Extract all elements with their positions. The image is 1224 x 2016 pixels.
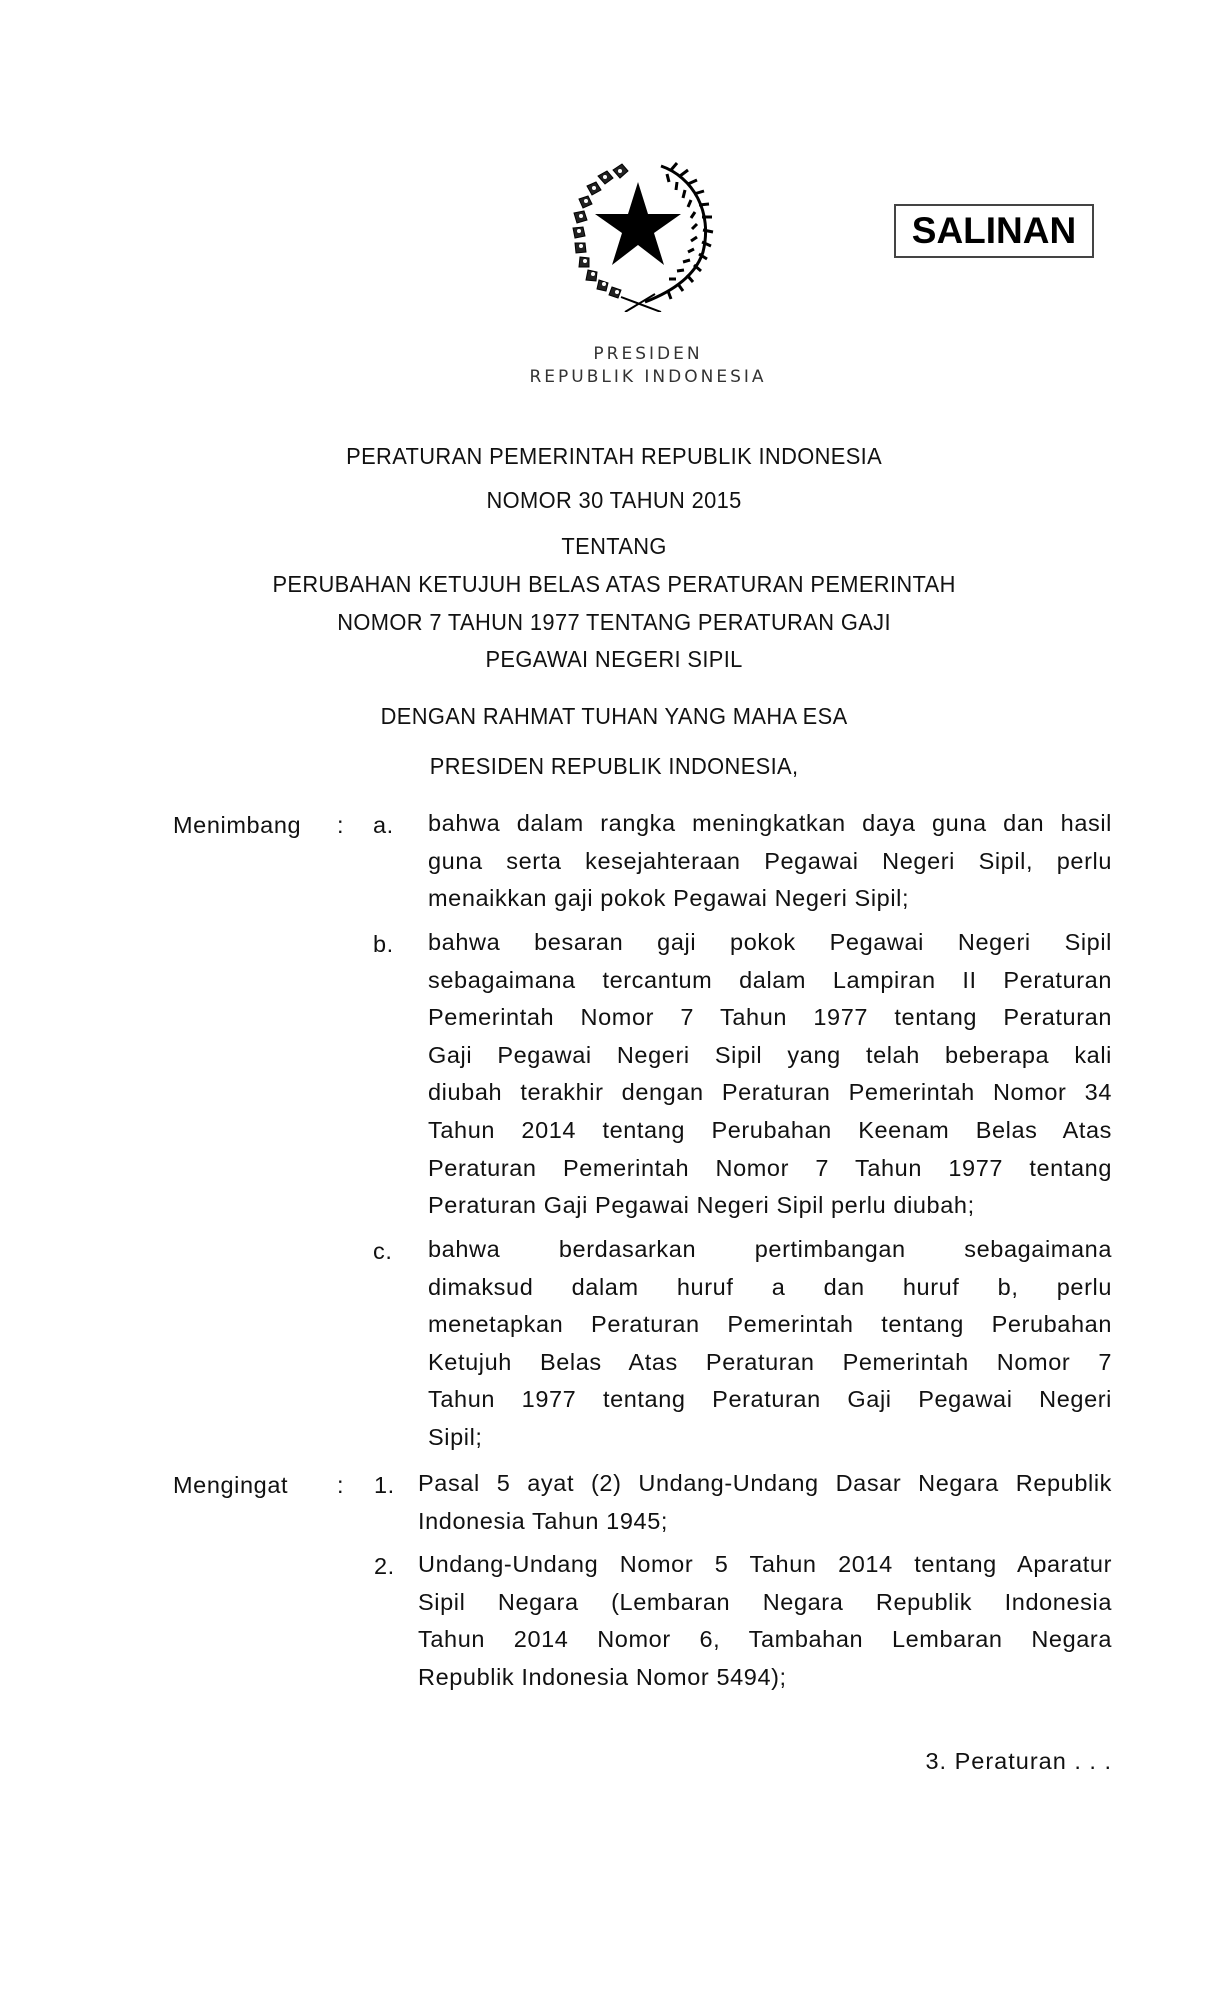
para-line: bahwa berdasarkan pertimbangan sebagaimana <box>428 1236 1112 1262</box>
mengingat-item-2 <box>418 1546 1112 1696</box>
para-line: Tahun 2014 Nomor 6, Tambahan Lembaran Negara <box>418 1626 1112 1653</box>
preamble-line-2: PRESIDEN REPUBLIK INDONESIA, <box>429 753 799 779</box>
para-line: guna serta kesejahteraan Pegawai Negeri Sipil, perlu <box>428 847 1112 874</box>
para-line: menaikkan gaji pokok Pegawai Negeri Sipil; <box>428 885 910 912</box>
menimbang-item-c <box>428 1231 1112 1457</box>
para-line: Pasal 5 ayat (2) Undang-Undang Dasar Negara Republik <box>418 1470 1112 1496</box>
mengingat-item-2-marker: 2. <box>374 1553 395 1579</box>
title-line-3: TENTANG <box>561 533 667 559</box>
mengingat-label: Mengingat <box>173 1472 289 1498</box>
para-line: Gaji Pegawai Negeri Sipil yang telah beberapa kali <box>428 1041 1112 1068</box>
mengingat-item-1-marker: 1. <box>374 1472 395 1498</box>
title-line-6: PEGAWAI NEGERI SIPIL <box>485 646 743 672</box>
para-line: Sipil Negara (Lembaran Negara Republik Indonesia <box>418 1588 1112 1615</box>
para-line: dimaksud dalam huruf a dan huruf b, perlu <box>428 1273 1112 1300</box>
para-line: diubah terakhir dengan Peraturan Pemerintah Nomor 34 <box>428 1079 1112 1106</box>
para-line: Tahun 2014 tentang Perubahan Keenam Belas Atas <box>428 1116 1112 1143</box>
para-line: sebagaimana tercantum dalam Lampiran II Peraturan <box>428 966 1112 993</box>
presiden-label: PRESIDEN <box>593 344 703 364</box>
mengingat-colon: : <box>337 1472 344 1498</box>
title-line-1: PERATURAN PEMERINTAH REPUBLIK INDONESIA <box>346 443 883 469</box>
para-line: bahwa dalam rangka meningkatkan daya guna dan hasil <box>428 810 1112 836</box>
salinan-stamp: SALINAN <box>894 204 1094 258</box>
para-line: Peraturan Gaji Pegawai Negeri Sipil perlu diubah; <box>428 1192 975 1219</box>
continuation-marker: 3. Peraturan . . . <box>925 1748 1112 1774</box>
para-line: Peraturan Pemerintah Nomor 7 Tahun 1977 tentang <box>428 1154 1112 1181</box>
title-line-4: PERUBAHAN KETUJUH BELAS ATAS PERATURAN PEMERINTAH <box>272 571 956 597</box>
para-line: menetapkan Peraturan Pemerintah tentang Perubahan <box>428 1311 1112 1338</box>
menimbang-colon: : <box>337 812 344 838</box>
presidential-emblem-icon <box>553 152 723 312</box>
title-line-5: NOMOR 7 TAHUN 1977 TENTANG PERATURAN GAJI <box>337 609 891 635</box>
mengingat-item-1 <box>418 1465 1112 1540</box>
para-line: Sipil; <box>428 1423 483 1450</box>
para-line: Ketujuh Belas Atas Peraturan Pemerintah Nomor 7 <box>428 1348 1112 1375</box>
menimbang-item-b-marker: b. <box>373 931 394 957</box>
menimbang-item-a-marker: a. <box>373 812 394 838</box>
menimbang-item-b <box>428 924 1112 1225</box>
para-line: bahwa besaran gaji pokok Pegawai Negeri Sipil <box>428 929 1112 955</box>
para-line: Undang-Undang Nomor 5 Tahun 2014 tentang Aparatur <box>418 1551 1112 1577</box>
preamble-line-1: DENGAN RAHMAT TUHAN YANG MAHA ESA <box>380 703 848 729</box>
republik-indonesia-label: REPUBLIK INDONESIA <box>529 367 767 387</box>
menimbang-item-c-marker: c. <box>373 1238 393 1264</box>
para-line: Tahun 1977 tentang Peraturan Gaji Pegawai Negeri <box>428 1386 1112 1413</box>
para-line: Indonesia Tahun 1945; <box>418 1507 668 1534</box>
title-line-2: NOMOR 30 TAHUN 2015 <box>486 487 742 513</box>
menimbang-item-a <box>428 805 1112 918</box>
para-line: Republik Indonesia Nomor 5494); <box>418 1663 787 1690</box>
para-line: Pemerintah Nomor 7 Tahun 1977 tentang Peraturan <box>428 1004 1112 1031</box>
menimbang-label: Menimbang <box>173 812 302 838</box>
